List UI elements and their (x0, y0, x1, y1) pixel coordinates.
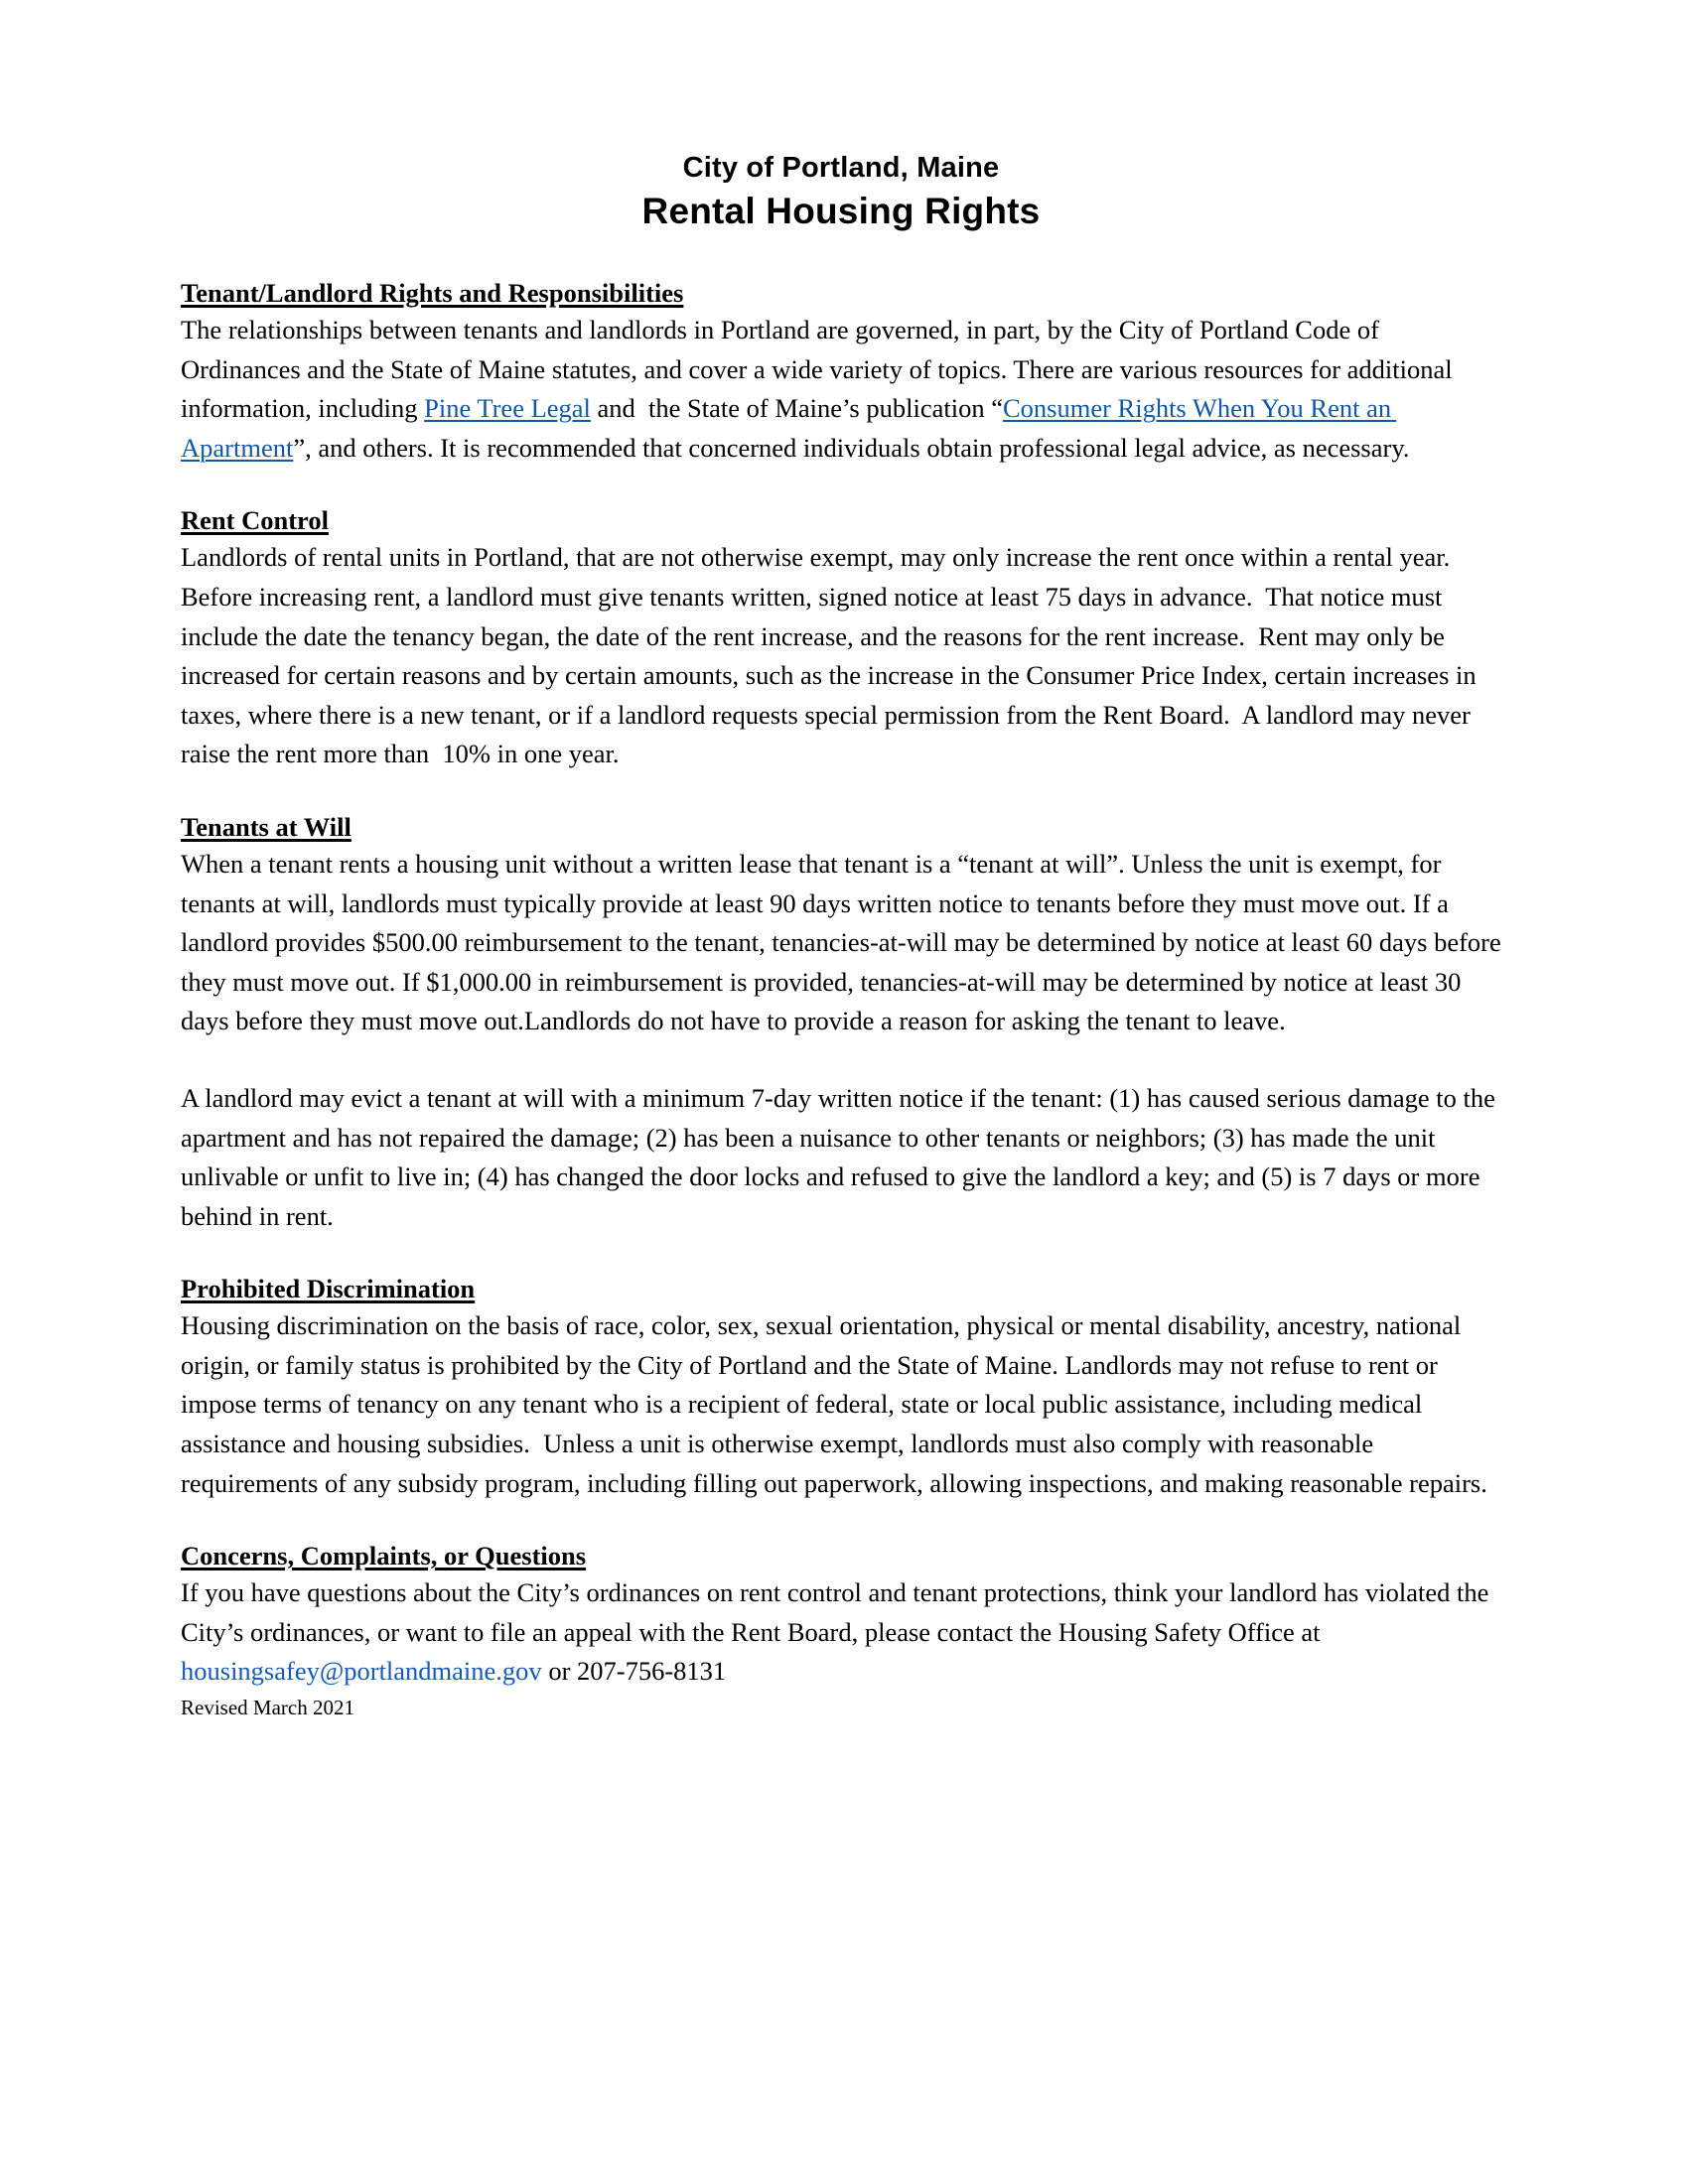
section-concerns-complaints-questions (181, 1541, 1501, 1721)
paragraph-tenants-at-will-definition: When a tenant rents a housing unit without a written lease that tenant is a “tenant at will”. Unless the unit is exempt, for tenants at will, landlords must typically provide at least 90 days written notice to tenants before they must move out. If a landlord provides $500.00 reimbursement to the tenant, tenancies-at-will may be determined by notice at least 60 days before they must move out. If $1,000.00 in reimbursement is provided, tenancies-at-will may be determined by notice at least 30 days before they must move out.Landlords do not have to provide a reason for asking the tenant to leave. (181, 848, 1508, 1036)
section-heading-tenants-at-will: Tenants at Will (181, 811, 352, 842)
section-tenants-at-will (181, 811, 1508, 1236)
section-rent-control (181, 505, 1501, 774)
section-heading-concerns: Concerns, Complaints, or Questions (181, 1541, 587, 1571)
section-heading-prohibited-discrimination: Prohibited Discrimination (181, 1274, 476, 1304)
heading-wrapper-concerns (181, 1541, 1501, 1571)
concerns-text-part-2: or 207-756-8131 (541, 1656, 727, 1687)
link-email-housing-safety[interactable]: housingsafey@portlandmaine.gov (181, 1656, 542, 1687)
concerns-text-part-1: If you have questions about the City’s ordinances on rent control and tenant protections, think your landlord has violated the City’s ordinances, or want to file an appeal with the Rent Board, please contact the Housing Safety Office at (181, 1577, 1495, 1647)
section-prohibited-discrimination (181, 1274, 1501, 1503)
paragraph-concerns (181, 1573, 1501, 1692)
section-heading-tenant-landlord: Tenant/Landlord Rights and Responsibilities (181, 278, 684, 308)
paragraph-tenants-at-will-eviction: A landlord may evict a tenant at will with a minimum 7-day written notice if the tenant: (1) has caused serious damage to the apartment and has not repaired the damage; (2) has been a nuisance to other tenants or neighbors; (3) has made the unit unlivable or unfit to live in; (4) has changed the door locks and refused to give the landlord a key; and (5) is 7 days or more behind in rent. (181, 1082, 1502, 1231)
paragraph-text-part-3: ”, and others. It is recommended that concerned individuals obtain professional legal advice, as necessary. (293, 432, 1410, 463)
paragraph-text-part-2: and the State of Maine’s publication “ (590, 393, 1003, 424)
heading-wrapper-tenants-at-will (181, 812, 1501, 843)
page-title-city: City of Portland, Maine (682, 152, 1000, 184)
heading-wrapper-prohibited-discrimination (181, 1274, 1501, 1304)
paragraph-prohibited-discrimination: Housing discrimination on the basis of race, color, sex, sexual orientation, physical or mental disability, ancestry, national origin, or family status is prohibited by the City of Portland and the State of Maine. Landlords may not refuse to rent or impose terms of tenancy on any tenant who is a recipient of federal, state or local public assistance, including medical assistance and housing subsidies. Unless a unit is otherwise exempt, landlords must also comply with reasonable requirements of any subsidy program, including filling out paperwork, allowing inspections, and making reasonable repairs. (181, 1310, 1487, 1498)
link-pine-tree-legal[interactable]: Pine Tree Legal (424, 393, 591, 424)
document-content (181, 149, 1508, 1721)
section-tenant-landlord (181, 278, 1501, 468)
document-title-block (181, 149, 1501, 234)
heading-wrapper-tenant-landlord (181, 278, 1501, 309)
section-heading-rent-control: Rent Control (181, 505, 329, 536)
page-title-main: Rental Housing Rights (641, 191, 1041, 231)
heading-wrapper-rent-control (181, 505, 1501, 536)
paragraph-text-part-1: The relationships between tenants and landlords in Portland are governed, in part, by the City of Portland Code of Ordinances and the State of Maine statutes, and cover a wide variety of topics. There are various resources for additional information, including (181, 315, 1460, 424)
link-consumer-rights-publication[interactable]: Consumer Rights When You Rent an Apartment (181, 393, 1397, 463)
paragraph-tenant-landlord (181, 311, 1501, 468)
revision-note: Revised March 2021 (181, 1696, 354, 1720)
paragraph-rent-control: Landlords of rental units in Portland, that are not otherwise exempt, may only increase the rent once within a rental year. Before increasing rent, a landlord must give tenants written, signed notice at least 75 days in advance. That notice must include the date the tenancy began, the date of the rent increase, and the reasons for the rent increase. Rent may only be increased for certain reasons and by certain amounts, such as the increase in the Consumer Price Index, certain increases in taxes, where there is a new tenant, or if a landlord requests special permission from the Rent Board. A landlord may never raise the rent more than 10% in one year. (181, 542, 1483, 769)
